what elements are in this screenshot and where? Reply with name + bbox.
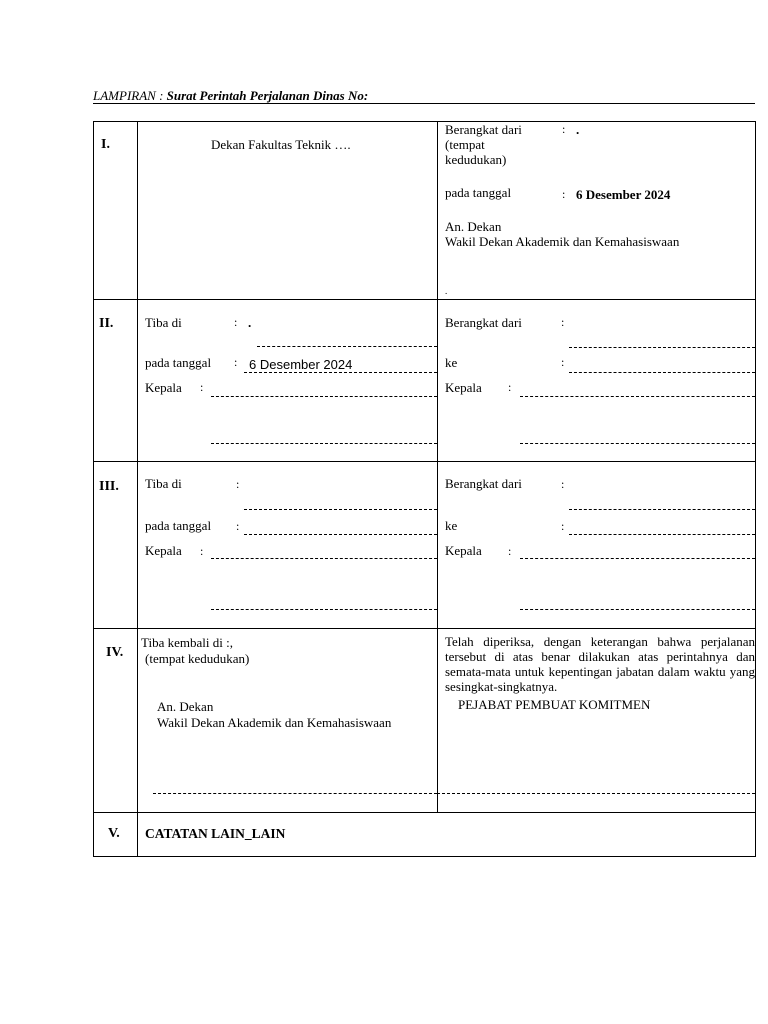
row-divider-2 [93, 461, 756, 462]
depart-from-field-line [569, 347, 755, 348]
commitment-officer-title: PEJABAT PEMBUAT KOMITMEN [458, 697, 651, 712]
vice-dean-title: Wakil Dekan Akademik dan Kemahasiswaan [157, 715, 392, 730]
row-divider-1 [93, 299, 756, 300]
vice-dean-signature-line [153, 793, 437, 794]
colon: : [200, 380, 204, 394]
numeral-column-divider [137, 121, 138, 857]
attachment-prefix: LAMPIRAN : [93, 88, 167, 103]
colon: : [561, 477, 565, 491]
colon: : [236, 519, 240, 533]
row-divider-3 [93, 628, 756, 629]
date-field-line [244, 534, 437, 535]
colon: : [562, 187, 566, 201]
head-right-field-line [520, 558, 755, 559]
destination-label: ke [445, 518, 458, 533]
colon: : [234, 355, 238, 369]
home-station-sub: (tempat kedudukan) [145, 651, 250, 666]
on-behalf-of-dean: An. Dekan [157, 699, 214, 714]
officer-signature-line [437, 793, 755, 794]
issuer-name: Dekan Fakultas Teknik …. [211, 137, 351, 152]
colon: : [234, 315, 238, 329]
head-right-signature-line [520, 609, 755, 610]
colon: : [508, 544, 512, 558]
destination-field-line [569, 372, 755, 373]
head-signature-line [211, 443, 437, 444]
section-numeral: I. [101, 137, 110, 152]
colon: : [561, 519, 565, 533]
table-top-border [93, 121, 756, 122]
colon: : [562, 122, 566, 136]
table-left-border [93, 121, 94, 857]
depart-from-sub2: kedudukan) [445, 152, 507, 167]
vice-dean-title: Wakil Dekan Akademik dan Kemahasiswaan [445, 234, 680, 249]
arrival-date: 6 Desember 2024 [249, 357, 353, 372]
table-right-border-top [755, 121, 756, 218]
destination-field-line [569, 534, 755, 535]
departure-date: 6 Desember 2024 [576, 187, 671, 202]
head-field-line [211, 396, 437, 397]
document-title: Surat Perintah Perjalanan Dinas No: [166, 88, 369, 103]
attachment-header [93, 88, 368, 103]
date-label: pada tanggal [445, 185, 512, 200]
table-bottom-border [93, 856, 756, 857]
middle-column-divider [437, 121, 438, 813]
signature-dot: . [445, 286, 448, 296]
head-right-field-line [520, 396, 755, 397]
other-notes-title: CATATAN LAIN_LAIN [145, 826, 286, 841]
depart-from-value: . [576, 122, 580, 137]
arrive-at-field-line [244, 509, 437, 510]
head-signature-line [211, 609, 437, 610]
colon: : [561, 315, 565, 329]
depart-from-sub1: (tempat [445, 137, 485, 152]
row-divider-4 [93, 812, 756, 813]
section-numeral: IV. [106, 645, 124, 660]
arrive-at-value: . [248, 315, 252, 330]
depart-from-label: Berangkat dari [445, 476, 522, 491]
depart-from-label: Berangkat dari [445, 315, 522, 330]
colon: : [236, 477, 240, 491]
colon: : [561, 355, 565, 369]
on-behalf-of-dean: An. Dekan [445, 219, 502, 234]
head-label: Kepala [145, 380, 182, 395]
table-right-border [755, 218, 756, 857]
arrive-at-label: Tiba di [145, 315, 182, 330]
depart-from-field-line [569, 509, 755, 510]
section-numeral: III. [99, 479, 119, 494]
depart-from-label: Berangkat dari [445, 122, 522, 137]
arrival-date-field-line [244, 372, 437, 373]
colon: : [508, 380, 512, 394]
return-to-label: Tiba kembali di :, [141, 635, 233, 650]
verification-statement: Telah diperiksa, dengan keterangan bahwa perjalanan tersebut di atas benar dilakukan atas perintahnya dan semata-mata untuk kepentingan jabatan dalam waktu yang sesingkat-singkatnya. [445, 634, 755, 694]
colon: : [200, 544, 204, 558]
head-label-right: Kepala [445, 543, 482, 558]
date-label: pada tanggal [145, 518, 212, 533]
date-label: pada tanggal [145, 355, 212, 370]
head-field-line [211, 558, 437, 559]
head-label: Kepala [145, 543, 182, 558]
arrive-at-field-line [257, 346, 437, 347]
arrive-at-label: Tiba di [145, 476, 182, 491]
section-numeral: II. [99, 316, 114, 331]
section-numeral: V. [108, 826, 120, 841]
destination-label: ke [445, 355, 458, 370]
head-right-signature-line [520, 443, 755, 444]
head-label-right: Kepala [445, 380, 482, 395]
header-underline [93, 103, 755, 104]
